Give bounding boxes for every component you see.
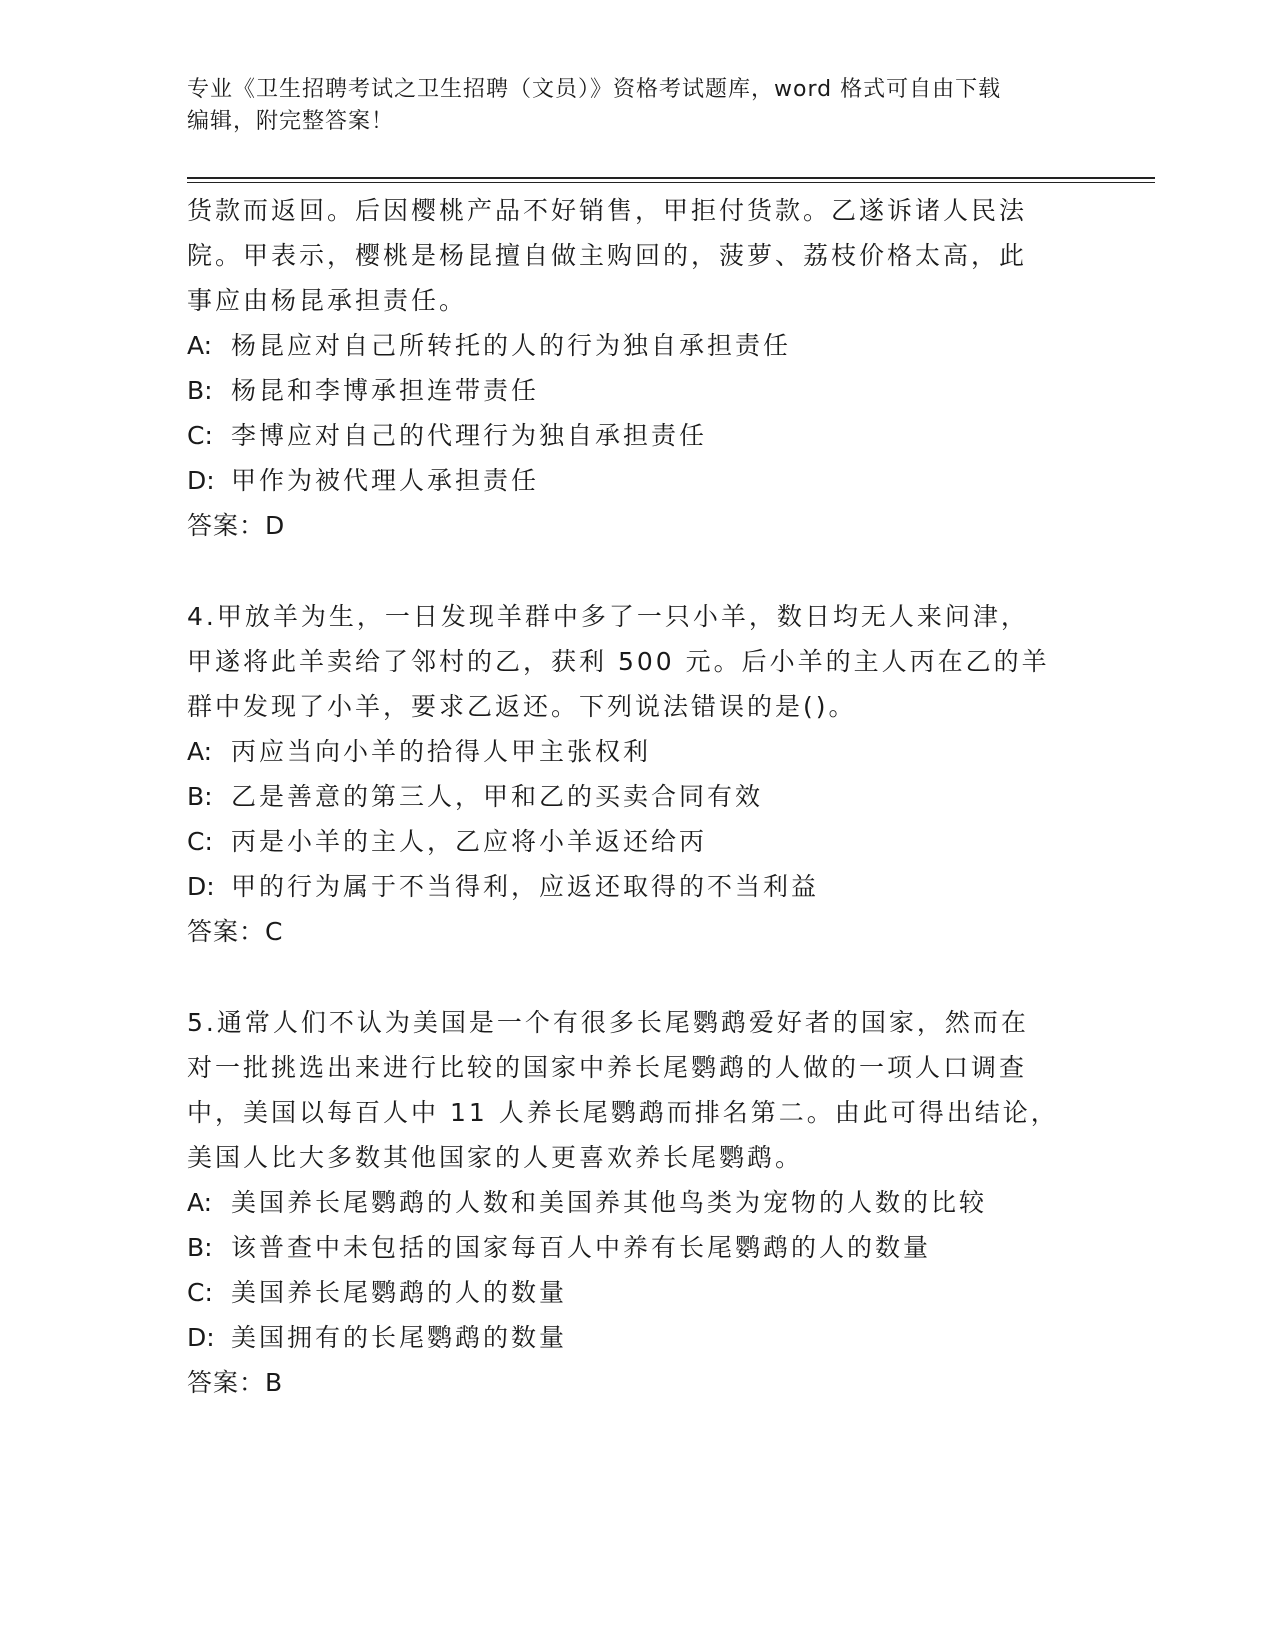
option-text: 美国拥有的长尾鹦鹉的数量 — [231, 1323, 568, 1352]
option-b — [187, 774, 1087, 819]
option-b — [187, 368, 1087, 413]
option-text: 李博应对自己的代理行为独自承担责任 — [231, 421, 708, 450]
option-c — [187, 1270, 1087, 1315]
option-text: 杨昆和李博承担连带责任 — [231, 376, 540, 405]
option-d — [187, 864, 1087, 909]
question-list — [187, 188, 1087, 1405]
option-c — [187, 819, 1087, 864]
option-label: A: — [187, 1188, 213, 1217]
page-header — [187, 74, 1087, 138]
option-text: 乙是善意的第三人，甲和乙的买卖合同有效 — [231, 782, 764, 811]
option-c — [187, 413, 1087, 458]
option-text: 丙应当向小羊的拾得人甲主张权利 — [231, 737, 652, 766]
answer-line: 答案：D — [187, 511, 286, 540]
option-d — [187, 458, 1087, 503]
option-text: 丙是小羊的主人，乙应将小羊返还给丙 — [231, 827, 708, 856]
option-a — [187, 323, 1087, 368]
question-stem-line: 事应由杨昆承担责任。 — [187, 286, 468, 315]
question-stem-line: 5.通常人们不认为美国是一个有很多长尾鹦鹉爱好者的国家，然而在 — [187, 1008, 1029, 1037]
option-label: A: — [187, 331, 213, 360]
answer-line: 答案：B — [187, 1368, 284, 1397]
spacer — [187, 954, 1087, 1000]
option-label: D: — [187, 872, 215, 901]
option-a — [187, 729, 1087, 774]
option-label: A: — [187, 737, 213, 766]
option-text: 美国养长尾鹦鹉的人的数量 — [231, 1278, 568, 1307]
question-stem-line: 中，美国以每百人中 11 人养长尾鹦鹉而排名第二。由此可得出结论， — [187, 1098, 1059, 1127]
spacer — [187, 548, 1087, 594]
option-label: D: — [187, 1323, 215, 1352]
option-label: C: — [187, 421, 213, 450]
question-stem-line: 对一批挑选出来进行比较的国家中养长尾鹦鹉的人做的一项人口调查 — [187, 1053, 1028, 1082]
header-rule-thick — [187, 177, 1155, 179]
question-4 — [187, 594, 1087, 954]
option-text: 甲的行为属于不当得利，应返还取得的不当利益 — [231, 872, 820, 901]
question-stem-line: 群中发现了小羊，要求乙返还。下列说法错误的是()。 — [187, 692, 857, 721]
option-text: 该普查中未包括的国家每百人中养有长尾鹦鹉的人的数量 — [231, 1233, 932, 1262]
option-b — [187, 1225, 1087, 1270]
option-text: 杨昆应对自己所转托的人的行为独自承担责任 — [231, 331, 792, 360]
question-3 — [187, 188, 1087, 548]
answer-line: 答案：C — [187, 917, 284, 946]
option-label: B: — [187, 1233, 213, 1262]
option-label: B: — [187, 376, 213, 405]
question-stem-line: 院。甲表示，樱桃是杨昆擅自做主购回的，菠萝、荔枝价格太高，此 — [187, 241, 1028, 270]
option-label: C: — [187, 827, 213, 856]
header-line-1: 专业《卫生招聘考试之卫生招聘（文员）》资格考试题库，word 格式可自由下载 — [187, 77, 1002, 102]
option-text: 甲作为被代理人承担责任 — [231, 466, 540, 495]
option-label: B: — [187, 782, 213, 811]
question-5 — [187, 1000, 1087, 1405]
question-stem-line: 货款而返回。后因樱桃产品不好销售，甲拒付货款。乙遂诉诸人民法 — [187, 196, 1028, 225]
option-label: D: — [187, 466, 215, 495]
question-stem-line: 美国人比大多数其他国家的人更喜欢养长尾鹦鹉。 — [187, 1143, 804, 1172]
question-stem-line: 4.甲放羊为生，一日发现羊群中多了一只小羊，数日均无人来问津， — [187, 602, 1029, 631]
header-line-2: 编辑，附完整答案！ — [187, 109, 395, 134]
question-stem-line: 甲遂将此羊卖给了邻村的乙，获利 500 元。后小羊的主人丙在乙的羊 — [187, 647, 1050, 676]
option-label: C: — [187, 1278, 213, 1307]
option-d — [187, 1315, 1087, 1360]
option-text: 美国养长尾鹦鹉的人数和美国养其他鸟类为宠物的人数的比较 — [231, 1188, 988, 1217]
header-rule-thin — [187, 182, 1155, 183]
option-a — [187, 1180, 1087, 1225]
